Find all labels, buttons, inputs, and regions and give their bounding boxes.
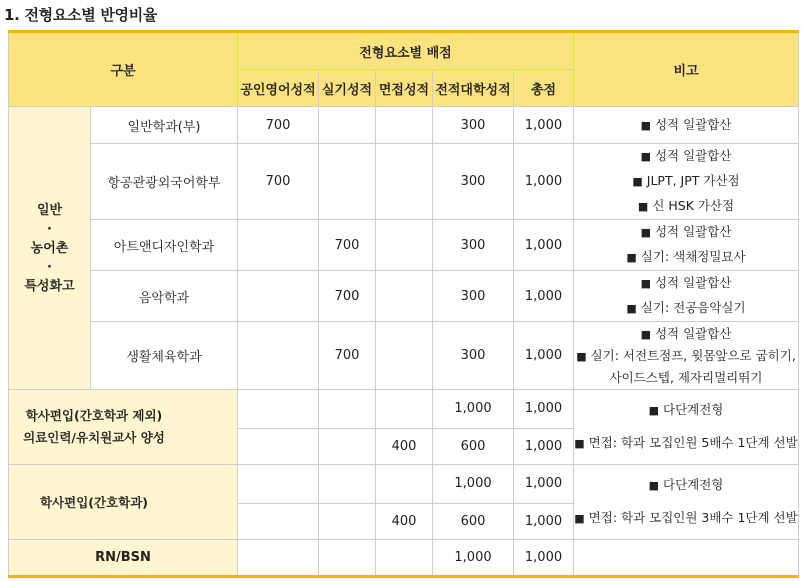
- previous-college-score: 300: [433, 271, 514, 322]
- english-score: 700: [238, 107, 319, 144]
- practical-score: [319, 540, 376, 577]
- interview-score: [376, 220, 433, 271]
- bullet-icon: ■: [576, 350, 587, 363]
- total-score: 1,000: [514, 540, 574, 577]
- group-rn-bsn: RN/BSN: [9, 540, 238, 577]
- remarks: ■ 다단계전형 ■ 면접: 학과 모집인원 5배수 1단계 선발: [574, 390, 799, 465]
- bullet-icon: ■: [640, 328, 651, 341]
- table-row: [9, 540, 799, 577]
- header-remarks: 비고: [574, 32, 799, 107]
- group-transfer-nursing: 학사편입(간호학과): [9, 465, 238, 540]
- bullet-icon: ■: [640, 150, 651, 163]
- header-score-group: 전형요소별 배점: [238, 32, 574, 70]
- english-score: [238, 271, 319, 322]
- practical-score: [319, 428, 376, 465]
- header-row-1: [9, 32, 799, 70]
- previous-college-score: 300: [433, 107, 514, 144]
- practical-score: 700: [319, 220, 376, 271]
- english-score: [238, 503, 319, 540]
- interview-score: [376, 144, 433, 220]
- table-row: [9, 465, 799, 504]
- english-score: [238, 465, 319, 504]
- dept-name: 일반학과(부): [91, 107, 238, 144]
- group-general: 일반 · 농어촌 · 특성화고: [9, 107, 91, 390]
- bullet-icon: ■: [640, 277, 651, 290]
- bullet-icon: ■: [626, 251, 637, 264]
- bullet-icon: ■: [640, 118, 651, 132]
- remarks: ■ 성적 일괄합산 ■ 실기: 서전트점프, 윗몸앞으로 굽히기, 사이드스텝, 제자리멀리뛰기: [574, 322, 799, 390]
- dept-name: 음악학과: [91, 271, 238, 322]
- total-score: 1,000: [514, 465, 574, 504]
- table-row: [9, 107, 799, 144]
- remarks: ■ 성적 일괄합산 ■ 실기: 색채정밀묘사: [574, 220, 799, 271]
- remarks: ■ 성적 일괄합산 ■ 실기: 전공음악실기: [574, 271, 799, 322]
- table-row: [9, 144, 799, 220]
- bullet-icon: ■: [640, 226, 651, 239]
- bullet-icon: ■: [574, 437, 585, 450]
- interview-score: [376, 540, 433, 577]
- previous-college-score: 600: [433, 428, 514, 465]
- remarks: [574, 540, 799, 577]
- page-title: 1. 전형요소별 반영비율: [4, 6, 158, 24]
- score-ratio-table: [8, 30, 799, 578]
- total-score: 1,000: [514, 322, 574, 390]
- practical-score: [319, 107, 376, 144]
- total-score: 1,000: [514, 390, 574, 429]
- total-score: 1,000: [514, 220, 574, 271]
- english-score: [238, 540, 319, 577]
- interview-score: [376, 322, 433, 390]
- dept-name: 항공관광외국어학부: [91, 144, 238, 220]
- table-row: [9, 271, 799, 322]
- total-score: 1,000: [514, 428, 574, 465]
- bullet-icon: ■: [632, 175, 643, 188]
- practical-score: [319, 144, 376, 220]
- previous-college-score: 1,000: [433, 390, 514, 429]
- practical-score: [319, 503, 376, 540]
- table-row: [9, 390, 799, 429]
- header-total: 총점: [514, 70, 574, 107]
- total-score: 1,000: [514, 107, 574, 144]
- interview-score: 400: [376, 428, 433, 465]
- previous-college-score: 300: [433, 144, 514, 220]
- bullet-icon: ■: [626, 302, 637, 315]
- interview-score: [376, 465, 433, 504]
- dept-name: 생활체육학과: [91, 322, 238, 390]
- remarks: ■ 성적 일괄합산: [574, 107, 799, 144]
- bullet-icon: ■: [574, 512, 585, 525]
- previous-college-score: 300: [433, 220, 514, 271]
- previous-college-score: 1,000: [433, 540, 514, 577]
- total-score: 1,000: [514, 271, 574, 322]
- header-category: 구분: [9, 32, 238, 107]
- group-transfer-medical: 학사편입(간호학과 제외) 의료인력/유치원교사 양성: [9, 390, 238, 465]
- english-score: [238, 220, 319, 271]
- header-previous-college: 전적대학성적: [433, 70, 514, 107]
- header-english: 공인영어성적: [238, 70, 319, 107]
- total-score: 1,000: [514, 144, 574, 220]
- interview-score: 400: [376, 503, 433, 540]
- english-score: [238, 428, 319, 465]
- total-score: 1,000: [514, 503, 574, 540]
- previous-college-score: 1,000: [433, 465, 514, 504]
- practical-score: [319, 465, 376, 504]
- table-row: [9, 220, 799, 271]
- practical-score: [319, 390, 376, 429]
- english-score: [238, 322, 319, 390]
- practical-score: 700: [319, 322, 376, 390]
- bullet-icon: ■: [637, 200, 649, 213]
- bullet-icon: ■: [648, 404, 659, 417]
- previous-college-score: 300: [433, 322, 514, 390]
- interview-score: [376, 107, 433, 144]
- previous-college-score: 600: [433, 503, 514, 540]
- remarks: ■ 성적 일괄합산 ■ JLPT, JPT 가산점 ■ 신 HSK 가산점: [574, 144, 799, 220]
- remarks: ■ 다단계전형 ■ 면접: 학과 모집인원 3배수 1단계 선발: [574, 465, 799, 540]
- english-score: 700: [238, 144, 319, 220]
- header-practical: 실기성적: [319, 70, 376, 107]
- dept-name: 아트앤디자인학과: [91, 220, 238, 271]
- table-row: [9, 322, 799, 390]
- bullet-icon: ■: [648, 479, 659, 492]
- english-score: [238, 390, 319, 429]
- interview-score: [376, 390, 433, 429]
- interview-score: [376, 271, 433, 322]
- practical-score: 700: [319, 271, 376, 322]
- header-interview: 면접성적: [376, 70, 433, 107]
